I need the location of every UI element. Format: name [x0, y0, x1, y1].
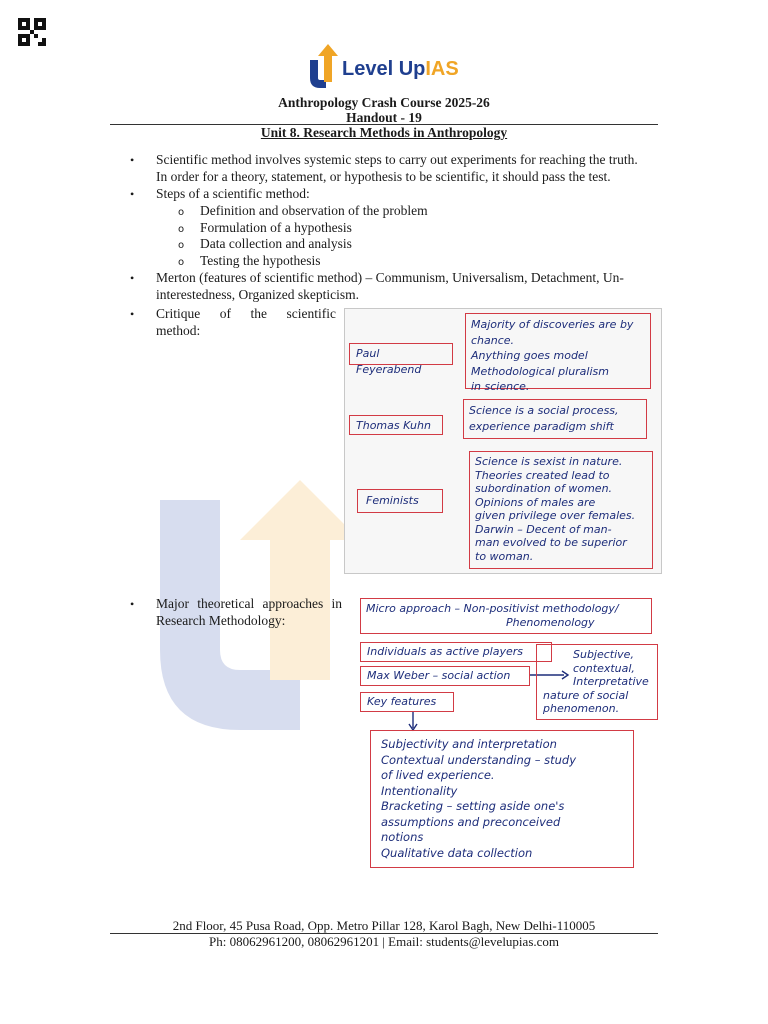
note-line: Qualitative data collection	[381, 845, 533, 860]
note-max-weber: Max Weber – social action	[360, 666, 530, 686]
sub-marker-icon: o	[178, 207, 185, 218]
bullet-line: In order for a theory, statement, or hypothesis to be scientific, it should pass the test.	[156, 168, 611, 184]
note-subjective	[536, 644, 658, 720]
bullet-text	[156, 306, 336, 339]
note-kuhn	[463, 399, 647, 439]
note-line: Science is sexist in nature.	[475, 455, 623, 468]
bullet-text	[156, 270, 624, 303]
bullet-line: Scientific method involves systemic steps to carry out experiments for reaching the truth.	[156, 152, 638, 167]
label-feyerabend: Paul Feyerabend	[349, 343, 453, 365]
bullet-line: method:	[156, 322, 201, 338]
note-line: Micro approach – Non-positivist methodology/	[366, 602, 619, 615]
note-micro-approach	[360, 598, 652, 634]
note-line: contextual,	[573, 661, 635, 675]
bullet-line: Research Methodology:	[156, 612, 286, 628]
label-kuhn: Thomas Kuhn	[349, 415, 443, 435]
handout-number: Handout - 19	[346, 110, 422, 125]
sub-marker-icon: o	[178, 256, 185, 268]
logo-text-accent: IAS	[425, 58, 459, 80]
note-line: Intentionality	[381, 783, 458, 798]
note-line: Theories created lead to	[475, 468, 610, 482]
note-line: Contextual understanding – study	[381, 752, 576, 767]
sub-marker-icon: o	[178, 240, 185, 251]
bullet-line: Critique of the scientific	[156, 306, 336, 321]
bullet-dot: •	[130, 187, 135, 201]
note-line: in science.	[471, 380, 530, 393]
note-line: nature of social	[543, 688, 629, 702]
bullet-dot: •	[130, 307, 135, 321]
footer-address: 2nd Floor, 45 Pusa Road, Opp. Metro Pillar 128, Karol Bagh, New Delhi-110005	[172, 918, 596, 933]
sub-step-text: Definition and observation of the problem	[200, 203, 428, 218]
bullet-line: Merton (features of scientific method) – Communism, Universalism, Detachment, Un-	[156, 270, 624, 285]
sub-step-text: Formulation of a hypothesis	[200, 219, 352, 235]
note-line: Darwin – Decent of man-	[475, 522, 612, 536]
note-key-features	[370, 730, 634, 868]
arrow-down-icon	[406, 712, 420, 732]
note-individuals: Individuals as active players	[360, 642, 552, 662]
unit-title: Unit 8. Research Methods in Anthropology	[260, 125, 508, 140]
note-line: Interpretative	[573, 675, 649, 688]
footer-contact: Ph: 08062961200, 08062961201 | Email: students@levelupias.com	[208, 934, 560, 949]
qr-code	[18, 18, 46, 46]
note-line: Bracketing – setting aside one's	[381, 799, 565, 813]
bullet-dot: •	[130, 271, 135, 285]
note-line: experience paradigm shift	[469, 419, 614, 433]
bullet-text	[156, 596, 342, 629]
note-line: Anything goes model	[471, 349, 588, 362]
note-line: Phenomenology	[506, 616, 595, 629]
note-line: phenomenon.	[543, 702, 620, 715]
note-line: subordination of women.	[475, 482, 613, 495]
label-feminists: Feminists	[357, 489, 443, 513]
note-line: chance.	[471, 333, 515, 347]
note-line: given privilege over females.	[475, 509, 636, 522]
note-line: to woman.	[475, 549, 534, 563]
bullet-line: interestedness, Organized skepticism.	[156, 286, 359, 302]
brand-logo	[306, 44, 476, 90]
note-line: Majority of discoveries are by	[471, 318, 634, 331]
sub-step-text: Data collection and analysis	[200, 236, 352, 251]
bullet-dot: •	[130, 153, 135, 167]
note-line: Opinions of males are	[475, 495, 596, 509]
bullet-line: Major theoretical approaches in	[156, 596, 342, 611]
logo-text-main: Level Up	[342, 58, 426, 80]
note-feminists	[469, 451, 653, 569]
course-title: Anthropology Crash Course 2025-26	[278, 95, 490, 110]
bullet-dot: •	[130, 597, 135, 611]
note-feyerabend	[465, 313, 651, 393]
sub-marker-icon: o	[178, 223, 185, 235]
logo-arrow-icon	[306, 44, 340, 90]
note-line: Subjective,	[573, 648, 634, 661]
note-line: Subjectivity and interpretation	[381, 737, 557, 751]
logo-text	[342, 58, 459, 81]
bullet-text: Steps of a scientific method:	[156, 186, 310, 201]
note-line: Science is a social process,	[469, 404, 619, 417]
critique-notes-panel	[344, 308, 662, 574]
note-key-features-label: Key features	[360, 692, 454, 712]
note-line: man evolved to be superior	[475, 536, 627, 549]
bullet-text	[156, 152, 658, 185]
note-line: assumptions and preconceived	[381, 814, 561, 829]
note-line: notions	[381, 830, 424, 844]
note-line: of lived experience.	[381, 768, 495, 782]
sub-step-text: Testing the hypothesis	[200, 252, 321, 268]
note-line: Methodological pluralism	[471, 364, 609, 378]
